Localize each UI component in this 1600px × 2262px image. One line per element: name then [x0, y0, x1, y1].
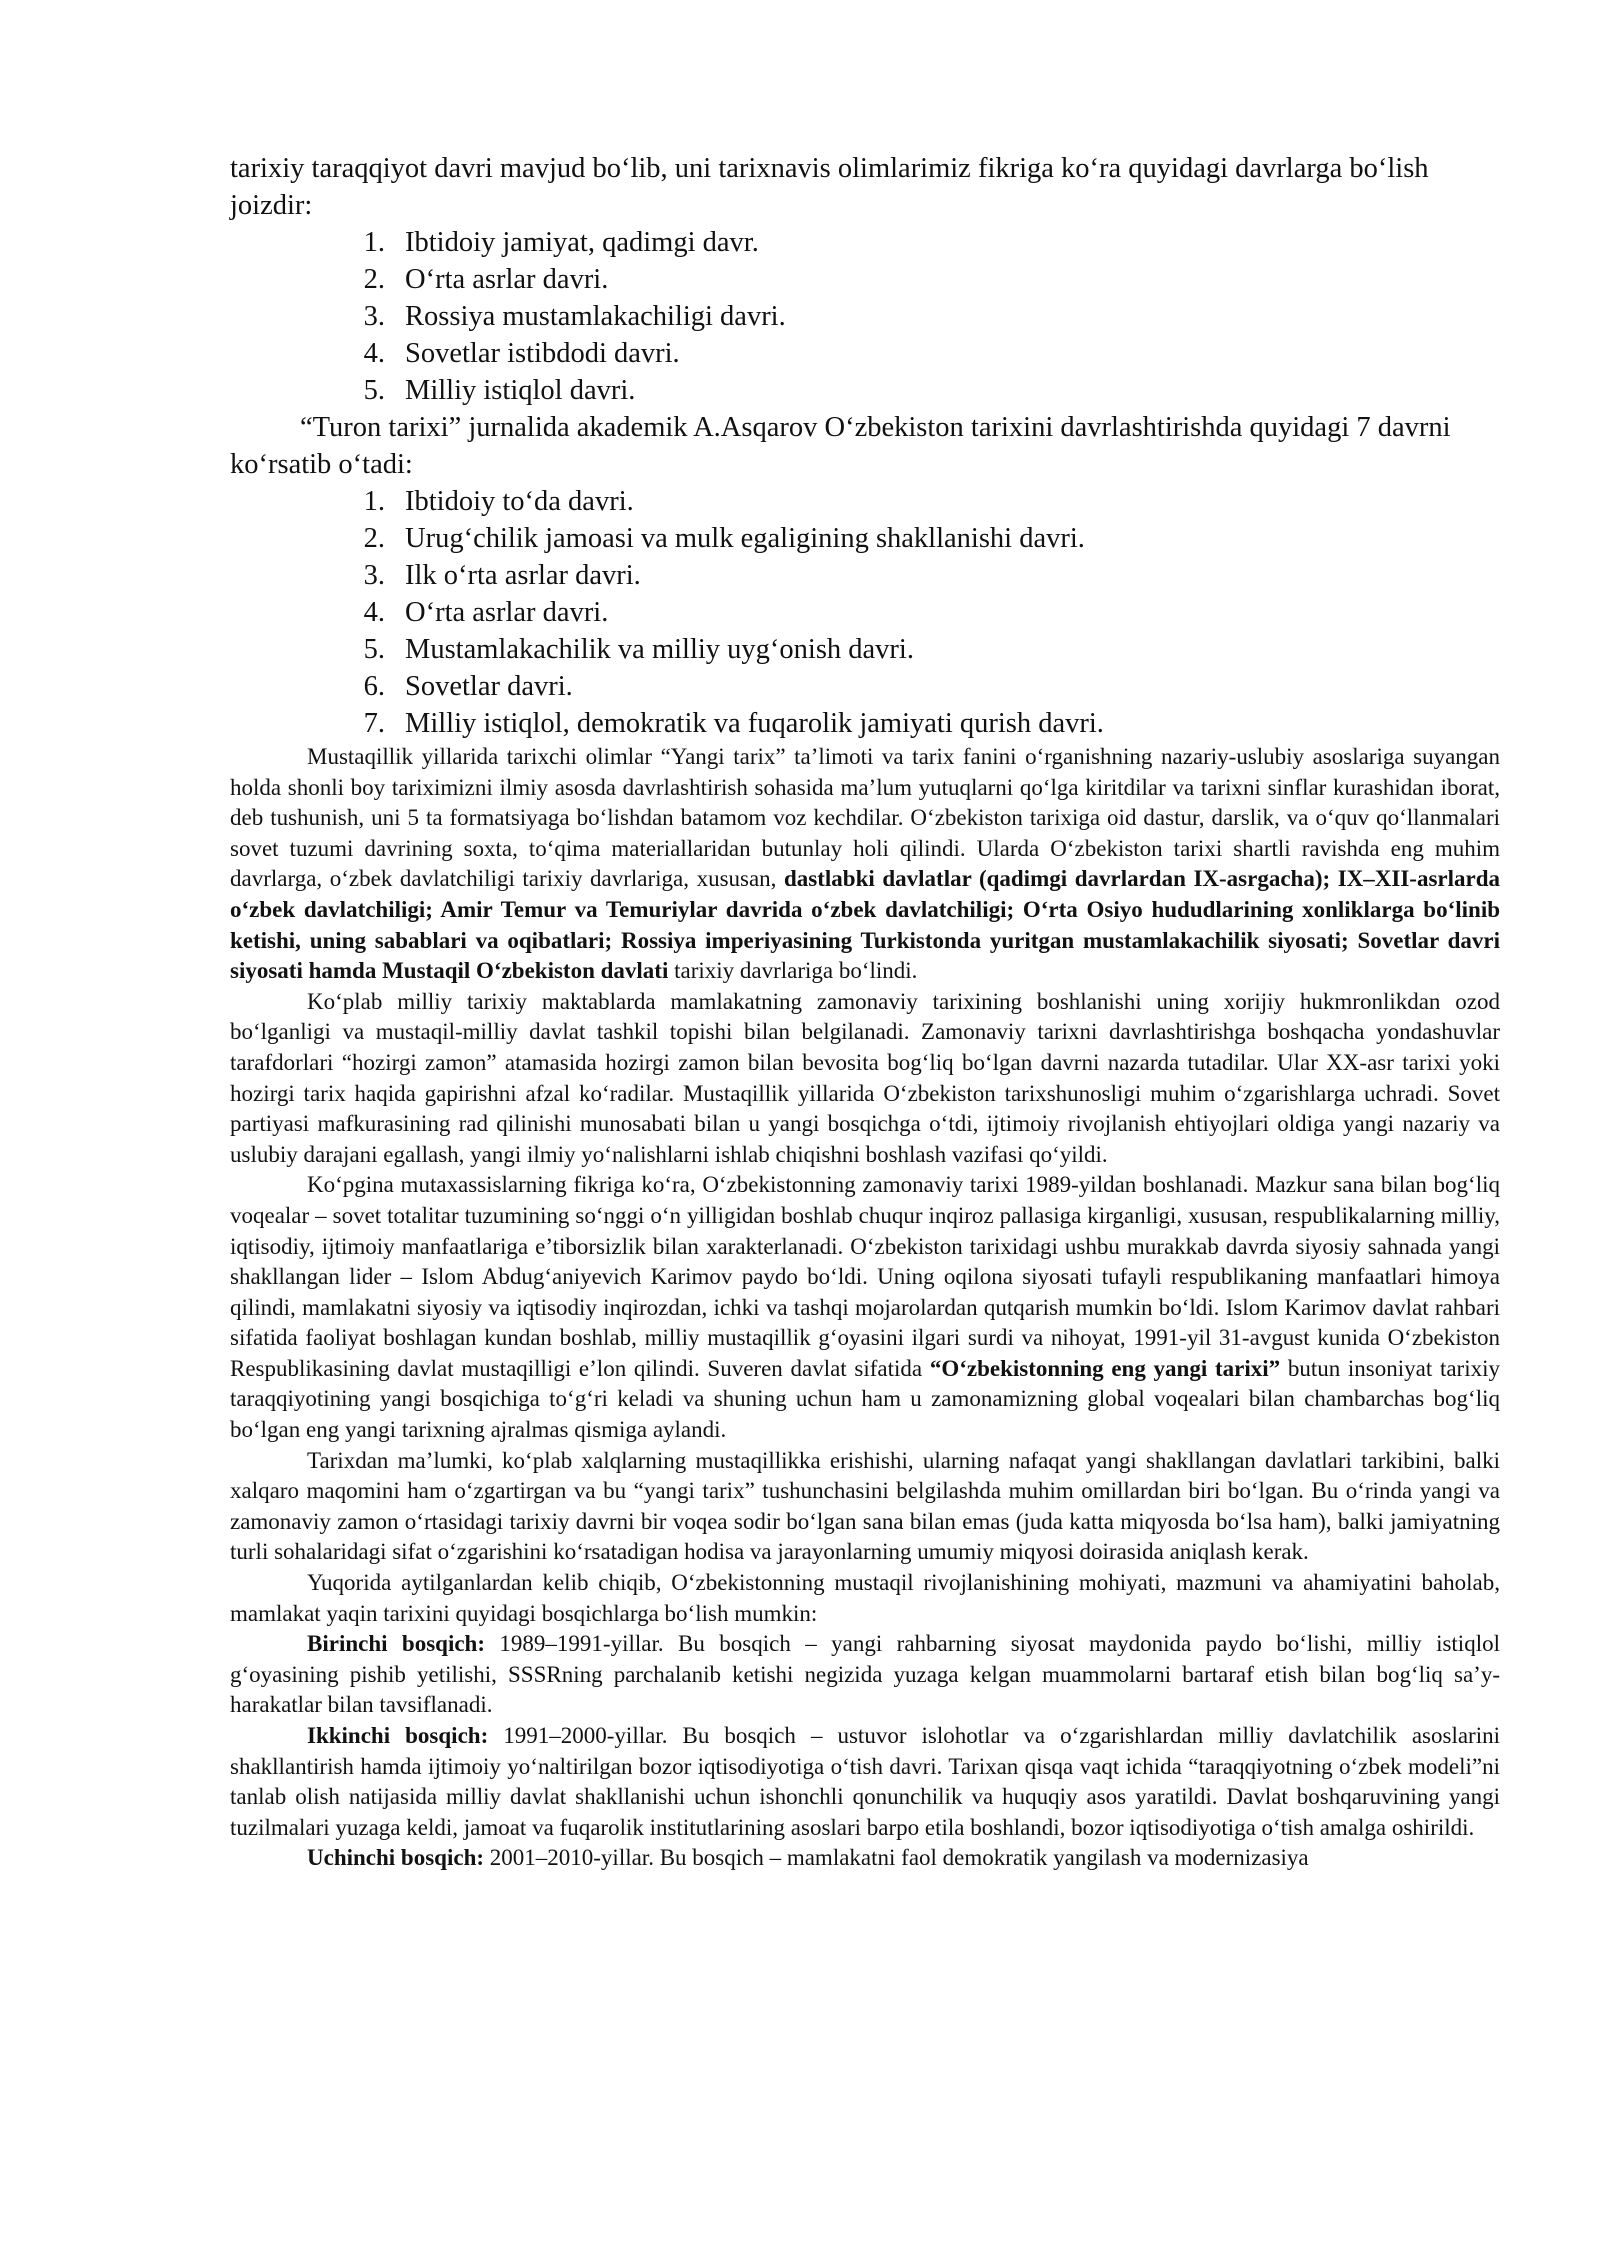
- list-number: 1.: [363, 227, 385, 258]
- bold-newest-history-text: “O‘zbekistonning eng yangi tarixi”: [929, 1355, 1281, 1381]
- list-number: 5.: [363, 634, 385, 665]
- list-text: Mustamlakachilik va milliy uyg‘onish davri.: [405, 634, 914, 665]
- list-number: 6.: [363, 671, 385, 702]
- periods-list-1: [230, 224, 1500, 409]
- list-text: Sovetlar davri.: [405, 671, 573, 702]
- mustaqillik-paragraph: [230, 742, 1500, 987]
- stage-label: Birinchi bosqich:: [307, 1631, 486, 1657]
- list-item: [230, 261, 1500, 298]
- document-page: [230, 150, 1500, 1874]
- list-text: Rossiya mustamlakachiligi davri.: [405, 301, 786, 332]
- list-item: [230, 298, 1500, 335]
- stage-2-paragraph: [230, 1721, 1500, 1843]
- list-item: [230, 631, 1500, 668]
- list-text: Milliy istiqlol davri.: [405, 375, 636, 406]
- list-text: O‘rta asrlar davri.: [405, 264, 609, 295]
- list-text: Ibtidoiy jamiyat, qadimgi davr.: [405, 227, 759, 258]
- paragraph-text: Mustaqillik yillarida tarixchi olimlar “Yangi tarix” ta’limoti va tarix fanini o‘rganishning nazariy-uslubiy asoslariga suyangan holda shonli boy tariximizni ilmiy asosda davrlashtirish sohasida ma’lum yutuqlarni qo‘lga kiritdilar va tarixni sinflar kurashidan iborat, deb tushunish, uni 5 ta formatsiyaga bo‘lishdan batamom voz kechdilar. O‘zbekiston tarixiga oid dastur, darslik, va o‘quv qo‘llanmalari sovet tuzumi davrining soxta, to‘qima materiallaridan butunlay holi qilindi. Ularda O‘zbekiston tarixi shartli ravishda eng muhim davrlarga, o‘zbek davlatchiligi tarixiy davrlariga, xususan,: [230, 744, 1500, 892]
- stage-text: 1991–2000-yillar. Bu bosqich – ustuvor islohotlar va o‘zgarishlardan milliy davlatchilik asoslarini shakllantirish hamda ijtimoiy yo‘naltirilgan bozor iqtisodiyotiga o‘tish davri. Tarixan qisqa vaqt ichida “taraqqiyotning o‘zbek modeli”ni tanlab olish natijasida milliy davlat shakllanishi uchun ishonchli qonunchilik va huquqiy asos yaratildi. Davlat boshqaruvining yangi tuzilmalari yuzaga keldi, jamoat va fuqarolik institutlarining asoslari barpo etila boshlandi, bozor iqtisodiyotiga o‘tish amalga oshirildi.: [230, 1723, 1500, 1840]
- bold-periods-text: dastlabki davlatlar (qadimgi davrlardan IX-asrgacha); IX–XII-asrlarda o‘zbek davlatchiligi; Amir Temur va Temuriylar davrida o‘zbek davlatchiligi; O‘rta Osiyo hududlarining xonliklarga bo‘linib ketishi, uning sabablari va oqibatlari; Rossiya imperiyasining Turkistonda yuritgan mustamlakachilik siyosati; Sovetlar davri siyosati hamda Mustaqil O‘zbekiston davlati: [230, 866, 1500, 984]
- list-text: O‘rta asrlar davri.: [405, 597, 609, 628]
- list-text: Ibtidoiy to‘da davri.: [405, 486, 634, 517]
- list-item: [230, 335, 1500, 372]
- list-text: Milliy istiqlol, demokratik va fuqarolik jamiyati qurish davri.: [405, 708, 1104, 739]
- list-item: [230, 372, 1500, 409]
- stage-3-paragraph: [230, 1843, 1500, 1874]
- list-text: Sovetlar istibdodi davri.: [405, 338, 680, 369]
- list-number: 4.: [363, 597, 385, 628]
- periods-list-2: [230, 483, 1500, 742]
- national-schools-paragraph: Ko‘plab milliy tarixiy maktablarda mamlakatning zamonaviy tarixining boshlanishi uning xorijiy hukmronlikdan ozod bo‘lganligi va mustaqil-milliy davlat tashkil topishi bilan belgilanadi. Zamonaviy tarixni davrlashtirishga boshqacha yondashuvlar tarafdorlari “hozirgi zamon” atamasida hozirgi zamon bilan bevosita bog‘liq bo‘lgan davrni nazarda tutadilar. Ular XX-asr tarixi yoki hozirgi tarix haqida gapirishni afzal ko‘radilar. Mustaqillik yillarida O‘zbekiston tarixshunosligi muhim o‘zgarishlarga uchradi. Sovet partiyasi mafkurasining rad qilinishi munosabati bilan u yangi bosqichga o‘tdi, ijtimoiy rivojlanish ehtiyojlari oldiga yangi nazariy va uslubiy darajani egallash, yangi ilmiy yo‘nalishlarni ishlab chiqishni boshlash vazifasi qo‘yildi.: [230, 988, 1500, 1167]
- list-item: [230, 594, 1500, 631]
- list-number: 2.: [363, 523, 385, 554]
- stage-text: 1989–1991-yillar. Bu bosqich – yangi rahbarning siyosat maydonida paydo bo‘lishi, milliy istiqlol g‘oyasining pishib yetilishi, SSSRning parchalanib ketishi negizida yuzaga kelgan muammolarni bartaraf etish bilan bog‘liq sa’y-harakatlar bilan tavsiflanadi.: [230, 1631, 1500, 1718]
- paragraph-text: Ko‘pgina mutaxassislarning fikriga ko‘ra, O‘zbekistonning zamonaviy tarixi 1989-yildan boshlanadi. Mazkur sana bilan bog‘liq voqealar – sovet totalitar tuzumining so‘nggi o‘n yilligidan boshlab chuqur inqiroz pallasiga kirganligi, xususan, respublikalarning milliy, iqtisodiy, ijtimoiy manfaatlariga e’tiborsizlik bilan xarakterlanadi. O‘zbekiston tarixidagi ushbu murakkab davrda siyosiy sahnada yangi shakllangan lider – Islom Abdug‘aniyevich Karimov paydo bo‘ldi. Uning oqilona siyosati tufayli respublikaning manfaatlari himoya qilindi, mamlakatni siyosiy va iqtisodiy inqirozdan, ichki va tashqi mojarolardan qutqarish mumkin bo‘ldi. Islom Karimov davlat rahbari sifatida faoliyat boshlagan kundan boshlab, milliy mustaqillik g‘oyasini ilgari surdi va nihoyat, 1991-yil 31-avgust kunida O‘zbekiston Respublikasining davlat mustaqilligi e’lon qilindi. Suveren davlat sifatida: [230, 1172, 1500, 1381]
- stage-1-paragraph: [230, 1629, 1500, 1721]
- list-item: [230, 668, 1500, 705]
- stage-label: Ikkinchi bosqich:: [307, 1723, 489, 1748]
- list-item: [230, 224, 1500, 261]
- intro-paragraph: tarixiy taraqqiyot davri mavjud bo‘lib, uni tarixnavis olimlarimiz fikriga ko‘ra quyidagi davrlarga bo‘lish joizdir:: [230, 153, 1429, 221]
- list-number: 3.: [363, 301, 385, 332]
- list-number: 4.: [363, 338, 385, 369]
- list-item: [230, 705, 1500, 742]
- list-text: Ilk o‘rta asrlar davri.: [405, 560, 641, 591]
- list-item: [230, 520, 1500, 557]
- list-text: Urug‘chilik jamoasi va mulk egaligining shakllanishi davri.: [405, 523, 1085, 554]
- list-item: [230, 483, 1500, 520]
- list-number: 3.: [363, 560, 385, 591]
- list-number: 5.: [363, 375, 385, 406]
- stage-label: Uchinchi bosqich:: [307, 1845, 485, 1871]
- list-item: [230, 557, 1500, 594]
- modern-history-paragraph: [230, 1170, 1500, 1445]
- stage-text: 2001–2010-yillar. Bu bosqich – mamlakatni faol demokratik yangilash va modernizasiya: [484, 1845, 1309, 1871]
- list-number: 1.: [363, 486, 385, 517]
- list-number: 7.: [363, 708, 385, 739]
- paragraph-text: butun insoniyat tarixiy taraqqiyotining yangi bosqichiga to‘g‘ri keladi va shuning uchun ham u zamonamizning global voqealari bilan chambarchas bog‘liq bo‘lgan eng yangi tarixning ajralmas qismiga aylandi.: [230, 1355, 1500, 1443]
- stages-intro-paragraph: Yuqorida aytilganlardan kelib chiqib, O‘zbekistonning mustaqil rivojlanishining mohiyati, mazmuni va ahamiyatini baholab, mamlakat yaqin tarixini quyidagi bosqichlarga bo‘lish mumkin:: [230, 1570, 1500, 1626]
- list-number: 2.: [363, 264, 385, 295]
- paragraph-text: tarixiy davrlariga bo‘lindi.: [668, 958, 918, 984]
- independence-paragraph: Tarixdan ma’lumki, ko‘plab xalqlarning mustaqillikka erishishi, ularning nafaqat yangi shakllangan davlatlari tarkibini, balki xalqaro maqomini ham o‘zgartirgan va bu “yangi tarix” tushunchasini belgilashda muhim omillardan biri bo‘lgan. Bu o‘rinda yangi va zamonaviy zamon o‘rtasidagi tarixiy davrni bir voqea sodir bo‘lgan sana bilan emas (juda katta miqyosda bo‘lsa ham), balki jamiyatning turli sohalaridagi sifat o‘zgarishini ko‘rsatadigan hodisa va jarayonlarning umumiy miqyosi doirasida aniqlash kerak.: [230, 1447, 1500, 1565]
- turon-paragraph: “Turon tarixi” jurnalida akademik A.Asqarov O‘zbekiston tarixini davrlashtirishda quyidagi 7 davrni ko‘rsatib o‘tadi:: [230, 412, 1451, 480]
